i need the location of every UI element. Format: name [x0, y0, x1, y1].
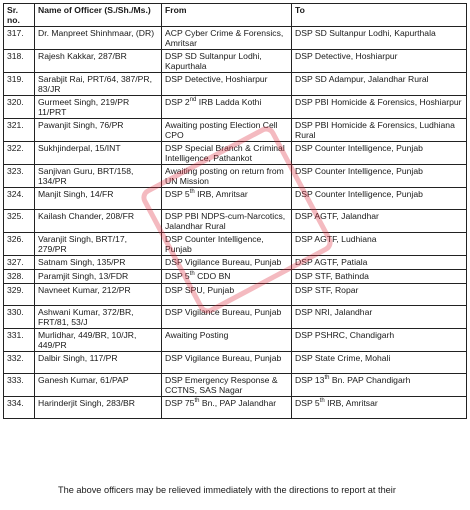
cell-to: DSP PSHRC, Chandigarh	[292, 329, 467, 352]
cell-from: DSP Vigilance Bureau, Punjab	[162, 352, 292, 374]
cell-to: DSP Detective, Hoshiarpur	[292, 50, 467, 73]
cell-to: DSP AGTF, Jalandhar	[292, 210, 467, 233]
cell-name: Sarabjit Rai, PRT/64, 387/PR, 83/JR	[35, 73, 162, 96]
cell-to: DSP STF, Ropar	[292, 284, 467, 306]
cell-name: Dr. Manpreet Shinhmaar, (DR)	[35, 27, 162, 50]
cell-to: DSP Counter Intelligence, Punjab	[292, 188, 467, 210]
cell-name: Ashwani Kumar, 372/BR, FRT/81, 53/J	[35, 306, 162, 329]
cell-from: DSP Vigilance Bureau, Punjab	[162, 306, 292, 329]
cell-name: Gurmeet Singh, 219/PR 11/PRT	[35, 96, 162, 119]
table-row	[4, 165, 467, 188]
cell-from: DSP Vigilance Bureau, Punjab	[162, 256, 292, 270]
cell-to: DSP PBI Homicide & Forensics, Hoshiarpur	[292, 96, 467, 119]
cell-name: Harinderjit Singh, 283/BR	[35, 397, 162, 419]
cell-sno: 333.	[4, 374, 35, 397]
table-row	[4, 284, 467, 306]
table-row	[4, 119, 467, 142]
table-header-row	[4, 4, 467, 27]
cell-from: DSP Special Branch & Criminal Intelligence, Pathankot	[162, 142, 292, 165]
cell-to: DSP SD Sultanpur Lodhi, Kapurthala	[292, 27, 467, 50]
cell-name: Murlidhar, 449/BR, 10/JR, 449/PR	[35, 329, 162, 352]
cell-sno: 334.	[4, 397, 35, 419]
cell-to: DSP State Crime, Mohali	[292, 352, 467, 374]
table-row	[4, 188, 467, 210]
table-row	[4, 374, 467, 397]
cell-name: Pawanjit Singh, 76/PR	[35, 119, 162, 142]
cell-from: DSP Counter Intelligence, Punjab	[162, 233, 292, 256]
cell-sno: 329.	[4, 284, 35, 306]
cell-name: Ganesh Kumar, 61/PAP	[35, 374, 162, 397]
table-row	[4, 352, 467, 374]
cell-from: DSP 5th IRB, Amritsar	[162, 188, 292, 210]
cell-from: Awaiting posting Election Cell CPO	[162, 119, 292, 142]
cell-sno: 328.	[4, 270, 35, 284]
cell-name: Navneet Kumar, 212/PR	[35, 284, 162, 306]
cell-sno: 325.	[4, 210, 35, 233]
table-row	[4, 256, 467, 270]
cell-sno: 320.	[4, 96, 35, 119]
cell-name: Paramjit Singh, 13/FDR	[35, 270, 162, 284]
cell-from: DSP SPU, Punjab	[162, 284, 292, 306]
cell-to: DSP NRI, Jalandhar	[292, 306, 467, 329]
cell-to: DSP Counter Intelligence, Punjab	[292, 142, 467, 165]
cell-sno: 324.	[4, 188, 35, 210]
cell-to: DSP Counter Intelligence, Punjab	[292, 165, 467, 188]
header-to: To	[292, 4, 467, 27]
cell-sno: 317.	[4, 27, 35, 50]
table-row	[4, 210, 467, 233]
cell-from: Awaiting Posting	[162, 329, 292, 352]
cell-name: Kailash Chander, 208/FR	[35, 210, 162, 233]
table-row	[4, 329, 467, 352]
cell-to: DSP SD Adampur, Jalandhar Rural	[292, 73, 467, 96]
cell-from: Awaiting posting on return from UN Mission	[162, 165, 292, 188]
cell-from: DSP 2nd IRB Ladda Kothi	[162, 96, 292, 119]
cell-name: Sanjivan Guru, BRT/158, 134/PR	[35, 165, 162, 188]
cell-sno: 332.	[4, 352, 35, 374]
transfer-table	[3, 3, 467, 419]
cell-sno: 322.	[4, 142, 35, 165]
table-row	[4, 270, 467, 284]
cell-to: DSP AGTF, Ludhiana	[292, 233, 467, 256]
table-row	[4, 233, 467, 256]
cell-from: DSP 5th CDO BN	[162, 270, 292, 284]
table-row	[4, 27, 467, 50]
header-sno: Sr. no.	[4, 4, 35, 27]
cell-to: DSP 13th Bn. PAP Chandigarh	[292, 374, 467, 397]
cell-to: DSP AGTF, Patiala	[292, 256, 467, 270]
cell-sno: 321.	[4, 119, 35, 142]
cell-to: DSP PBI Homicide & Forensics, Ludhiana Rural	[292, 119, 467, 142]
cell-to: DSP 5th IRB, Amritsar	[292, 397, 467, 419]
table-row	[4, 397, 467, 419]
cell-from: DSP Emergency Response & CCTNS, SAS Nagar	[162, 374, 292, 397]
table-row	[4, 142, 467, 165]
table-row	[4, 96, 467, 119]
header-name: Name of Officer (S./Sh./Ms.)	[35, 4, 162, 27]
cell-sno: 331.	[4, 329, 35, 352]
cell-name: Satnam Singh, 135/PR	[35, 256, 162, 270]
cell-name: Dalbir Singh, 117/PR	[35, 352, 162, 374]
cell-sno: 318.	[4, 50, 35, 73]
cell-from: DSP SD Sultanpur Lodhi, Kapurthala	[162, 50, 292, 73]
cell-from: DSP Detective, Hoshiarpur	[162, 73, 292, 96]
cell-from: DSP PBI NDPS-cum-Narcotics, Jalandhar Rural	[162, 210, 292, 233]
cell-to: DSP STF, Bathinda	[292, 270, 467, 284]
cell-from: DSP 75th Bn., PAP Jalandhar	[162, 397, 292, 419]
cell-sno: 323.	[4, 165, 35, 188]
table-row	[4, 73, 467, 96]
cell-sno: 319.	[4, 73, 35, 96]
cell-name: Sukhjinderpal, 15/INT	[35, 142, 162, 165]
footer-text: The above officers may be relieved immediately with the directions to report at their	[58, 485, 396, 495]
table-row	[4, 306, 467, 329]
cell-name: Manjit Singh, 14/FR	[35, 188, 162, 210]
cell-sno: 330.	[4, 306, 35, 329]
cell-from: ACP Cyber Crime & Forensics, Amritsar	[162, 27, 292, 50]
cell-name: Varanjit Singh, BRT/17, 279/PR	[35, 233, 162, 256]
cell-name: Rajesh Kakkar, 287/BR	[35, 50, 162, 73]
header-from: From	[162, 4, 292, 27]
cell-sno: 327.	[4, 256, 35, 270]
cell-sno: 326.	[4, 233, 35, 256]
table-row	[4, 50, 467, 73]
